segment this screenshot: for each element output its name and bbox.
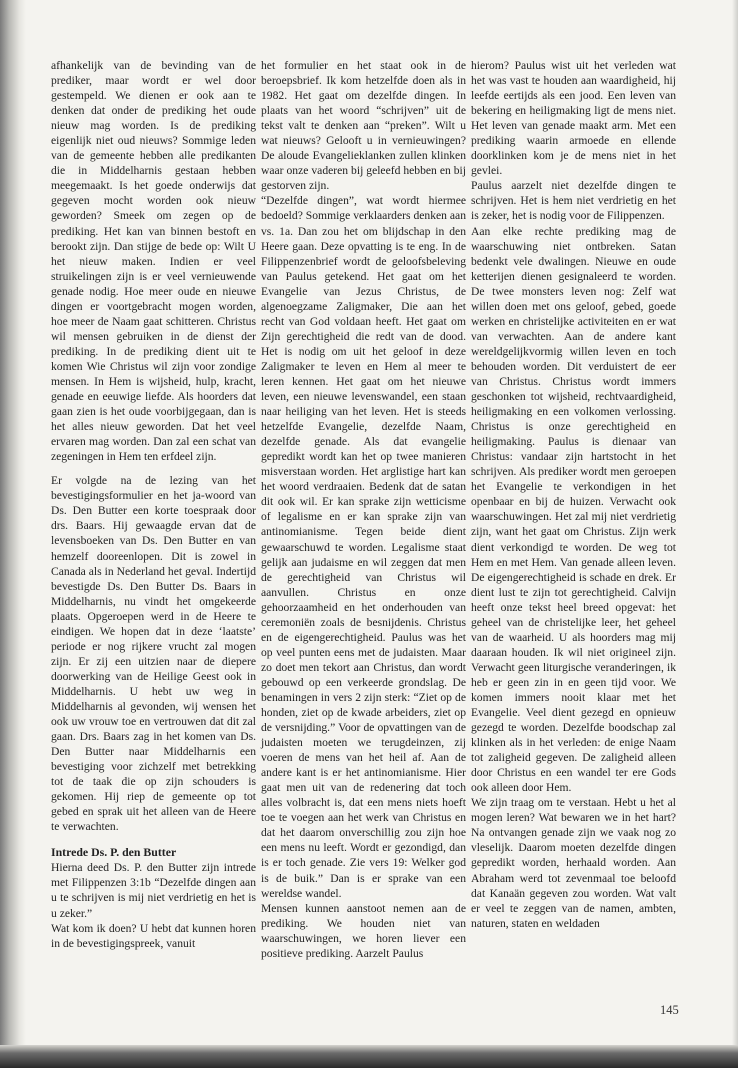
- page-right-edge: [732, 0, 738, 1045]
- paragraph: afhankelijk van de bevinding van de prediker, maar wordt er wel door gestempeld. We dienen er ook aan te denken dat onder de prediking het oude nieuw mag worden. Is de prediking eigenlijk niet oud nieuws? Sommige leden van de gemeente hebben alle predikanten die in Middelharnis gestaan hebben meegemaakt. Is het goede onderwijs dat gegeven mocht worden ook nieuw geworden? Smeek om zegen op de prediking. Het kan van binnen bestoft en berookt zijn. Dan stijge de bede op: Wilt U het nieuw maken. Indien er veel struikelingen zijn is er veel vernieuwende genade nodig. Hoe meer oude en nieuwe dingen er voortgebracht mogen worden, hoe meer de Naam gaat schitteren. Christus wil mensen gebruiken in de dienst der prediking. In de prediking dient uit te komen Wie Christus wil zijn voor zondige mensen. In Hem is wijsheid, hulp, kracht, genade en eeuwige liefde. Als hoorders dat gaan zien is het oude voorbijgegaan, dan is het alles nieuw geworden. Dat het veel ervaren mag worden. Dan zal een schat van zegeningen in Hem ten erfdeel zijn.: [51, 59, 256, 464]
- paragraph: “Dezelfde dingen”, wat wordt hiermee bedoeld? Sommige verklaarders denken aan vs. 1a. Dan zou het om blijdschap in den Heere gaan. Deze opvatting is te eng. In de Filippenzenbrief wordt de geloofsbeleving van Paulus getekend. Het gaat om het Evangelie van Jezus Christus, de algenoegzame Zaligmaker, Die aan het recht van God voldaan heeft. Het gaat om Zijn gerechtigheid die redt van de dood. Het is nodig om uit het geloof in deze Zaligmaker te leven en Hem al meer te leren kennen. Het gaat om het nieuwe leven, een nieuwe levenswandel, een staan naar heiliging van het leven. Het is steeds hetzelfde Evangelie, dezelfde Naam, dezelfde genade. Als dat evangelie gepredikt wordt kan het op twee manieren misverstaan worden. Het arglistige hart kan het woord verdraaien. Bedenk dat de satan dit ook wil. Er kan sprake zijn wetticisme of legalisme en er kan sprake zijn van antinomianisme. Tegen beide dient gewaarschuwd te worden. Legalisme staat gelijk aan judaisme en wil zeggen dat men de gerechtigheid van Christus wil aanvullen. Christus en onze gehoorzaamheid en het onderhouden van ceremoniën zoals de besnijdenis. Christus en de eigengerechtigheid. Paulus was het op veel punten eens met de judaisten. Maar zo doet men tekort aan Christus, dan wordt gebouwd op een verkeerde grondslag. De benamingen in vers 2 zijn sterk: “Ziet op de honden, ziet op de kwade arbeiders, ziet op de versnijding.” Voor de opvattingen van de judaisten moeten we terugdeinzen, zij voeren de mens van het heil af. Aan de andere kant is er het antinomianisme. Hier gaat men uit van de redenering dat toch alles volbracht is, dat een mens niets hoeft toe te voegen aan het werk van Christus en dat het daarom onverschillig zou zijn hoe een mens nu leeft. Wordt er gezondigd, dan is er toch genade. Zie vers 19: Welker god is de buik.” Dan is er sprake van een wereldse wandel.: [261, 194, 466, 900]
- paragraph: Hierna deed Ds. P. den Butter zijn intrede met Filippenzen 3:1b “Dezelfde dingen aan u te schrijven is mij niet verdrietig en het is u zeker.”: [51, 861, 256, 920]
- paragraph: We zijn traag om te verstaan. Hebt u het al mogen leren? Wat bewaren we in het hart? Na ontvangen genade zijn we vaak nog zo vleselijk. Daarom moeten dezelfde dingen gepredikt worden, herhaald worden. Aan Abraham werd tot zevenmaal toe beloofd dat Kanaän gegeven zou worden. Wat valt er veel te zeggen van de namen, ambten, naturen, staten en weldaden: [471, 796, 676, 930]
- page-binding-shadow: [0, 0, 26, 1045]
- paragraph: Paulus aarzelt niet dezelfde dingen te schrijven. Het is hem niet verdrietig en het is zeker, het is nodig voor de Filippenzen.: [471, 179, 676, 223]
- paragraph: Aan elke rechte prediking mag de waarschuwing niet ontbreken. Satan bedenkt vele dwalingen. Nieuwe en oude ketterijen dienen gesignaleerd te worden. De twee monsters leven nog: Zelf wat willen doen met ons geloof, gebed, goede werken en christelijke activiteiten en er wat van verwachten. Aan de andere kant wereldgelijkvormig willen leven en toch behouden worden. Dit verduistert de eer van Christus. Christus wordt immers geschonken tot wijsheid, rechtvaardigheid, heiligmaking en een volkomen verlossing. Christus is onze gerechtigheid en heiligmaking. Paulus is dienaar van Christus: vandaar zijn hartstocht in het schrijven. Als prediker wordt men geroepen het Evangelie te verkondigen in het openbaar en bij de huizen. Verwacht ook waarschuwingen. Het zal mij niet verdrietig zijn, want het gaat om Christus. Zijn werk dient verkondigd te worden. De weg tot Hem en met Hem. Van genade alleen leven. De eigengerechtigheid is schade en drek. Er dient lust te zijn tot gerechtigheid. Calvijn heeft onze tekst heel breed opgevat: het geheel van de christelijke leer, het geheel van de waarheid. U als hoorders mag mij daaraan houden. Ik wil niet origineel zijn. Verwacht geen liturgische veranderingen, ik heb er geen zin in en geen tijd voor. We komen immers nooit klaar met het Evangelie. Veel dient gezegd en opnieuw gezegd te worden. Dezelfde boodschap zal klinken als in het verleden: de enige Naam tot zaligheid gegeven. De zaligheid alleen door Christus en een wandel ter ere Gods ook alleen door Hem.: [471, 224, 676, 795]
- paragraph: Mensen kunnen aanstoot nemen aan de prediking. We houden niet van waarschuwingen, we horen liever een positieve prediking. Aarzelt Paulus: [261, 901, 466, 960]
- paragraph: het formulier en het staat ook in de beroepsbrief. Ik kom hetzelfde doen als in 1982. Het gaat om dezelfde dingen. In plaats van het woord “schrijven” uit de tekst valt te denken aan “preken”. Wilt u wat nieuws? Gelooft u in vernieuwingen? De aloude Evangelieklanken zullen klinken waar onze vaderen bij geleefd hebben en bij gestorven zijn.: [261, 59, 466, 193]
- text-column-3: [471, 58, 676, 931]
- text-column-2: [261, 58, 466, 961]
- page-number: 145: [660, 1003, 679, 1017]
- section-heading: Intrede Ds. P. den Butter: [51, 845, 177, 860]
- paragraph: Wat kom ik doen? U hebt dat kunnen horen in de bevestigingspreek, vanuit: [51, 921, 256, 950]
- paragraph: hierom? Paulus wist uit het verleden wat het was vast te houden aan waardigheid, hij leefde eertijds als een jood. Een leven van bekering en heiligmaking ligt de mens niet. Het leven van genade maakt arm. Met een prediking waarin armoede en ellende doorklinken kom je de mens niet in het gevlei.: [471, 59, 676, 178]
- text-column-1: [51, 58, 256, 951]
- page-bottom-edge: [0, 1045, 738, 1068]
- paragraph: Er volgde na de lezing van het bevestigingsformulier en het ja-woord van Ds. Den Butter een korte toespraak door drs. Baars. Hij gewaagde ervan dat de levensboeken van Ds. Den Butter en van hemzelf dooreenlopen. Dit is zowel in Canada als in Nederland het geval. Indertijd bevestigde Ds. Den Butter Ds. Baars in Middelharnis, nu vindt het omgekeerde plaats. Opgeroepen werd in de Heere te eindigen. We hopen dat in deze ‘laatste’ periode er nog rijkere vrucht zal mogen zijn. Er zij een uitzien naar de diepere doorwerking van de Heilige Geest ook in Middelharnis. U hebt uw weg in Middelharnis al gevonden, wij wensen het ook uw vrouw toe en vertrouwen dat dit zal gaan. Drs. Baars zag in het komen van Ds. Den Butter naar Middelharnis een bevestiging voor zichzelf met betrekking tot de taak die op zijn schouders is gekomen. Hij riep de gemeente op tot gebed en sprak uit het alleen van de Heere te verwachten.: [51, 474, 256, 834]
